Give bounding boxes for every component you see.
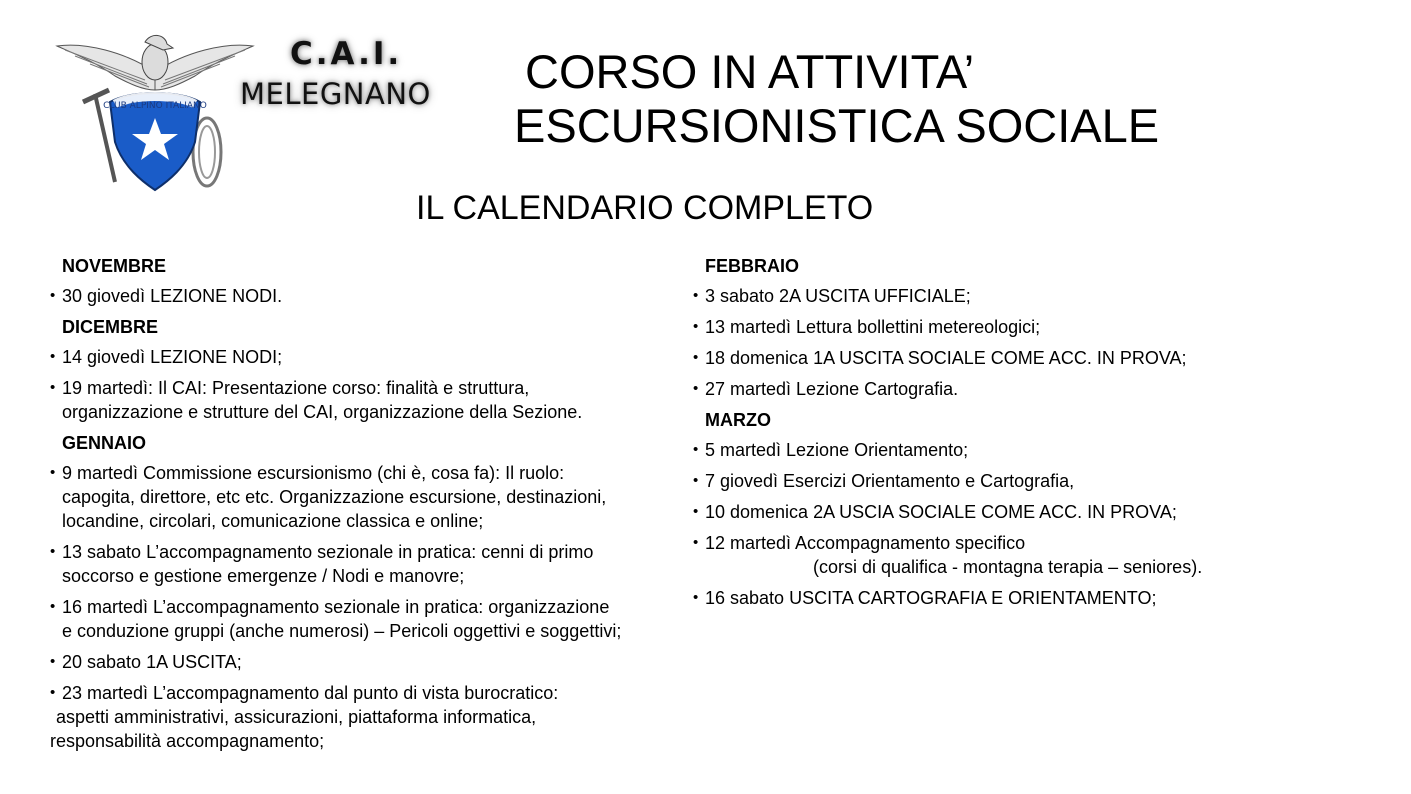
emblem-text: CLUB ALPINO ITALIANO — [103, 101, 207, 111]
list-item-continuation: aspetti amministrativi, assicurazioni, piattaforma informatica, — [56, 707, 537, 727]
bullet-icon: • — [693, 318, 699, 335]
month-heading-gennaio: GENNAIO — [62, 433, 147, 453]
list-item-continuation: responsabilità accompagnamento; — [50, 731, 325, 751]
list-item-text: 13 martedì Lettura bollettini metereologici; — [705, 317, 1041, 337]
cai-name: C.A.I. — [290, 36, 403, 72]
list-item-text: 19 martedì: Il CAI: Presentazione corso: finalità e struttura, organizzazione e strutture del CAI, organizzazione della Sezione. — [62, 378, 583, 422]
list-item — [50, 376, 700, 424]
list-item-text: 18 domenica 1A USCITA SOCIALE COME ACC. IN PROVA; — [705, 348, 1187, 368]
bullet-icon: • — [50, 348, 56, 365]
list-item-text: 27 martedì Lezione Cartografia. — [705, 379, 959, 399]
month-heading-febbraio: FEBBRAIO — [705, 256, 799, 276]
bullet-icon: • — [693, 503, 699, 520]
cai-city: MELEGNANO — [240, 77, 431, 111]
list-item-continuation: (corsi di qualifica - montagna terapia – seniores). — [813, 557, 1203, 577]
bullet-icon: • — [693, 349, 699, 366]
bullet-icon: • — [50, 287, 56, 304]
bullet-icon: • — [693, 534, 699, 551]
list-item — [693, 315, 1393, 339]
list-item — [50, 345, 700, 369]
bullet-icon: • — [50, 653, 56, 670]
bullet-icon: • — [50, 543, 56, 560]
list-item-text: 5 martedì Lezione Orientamento; — [705, 440, 969, 460]
list-item-text: 12 martedì Accompagnamento specifico — [705, 533, 1026, 553]
list-item — [693, 586, 1393, 610]
bullet-icon: • — [693, 380, 699, 397]
list-item — [693, 531, 1393, 555]
list-item — [50, 681, 700, 705]
list-item-text: 16 martedì L’accompagnamento sezionale in pratica: organizzazione e conduzione gruppi (anche numerosi) – Pericoli oggettivi e soggettivi; — [62, 597, 622, 641]
list-item-text: 7 giovedì Esercizi Orientamento e Cartografia, — [705, 471, 1075, 491]
list-item — [693, 500, 1393, 524]
list-item — [693, 284, 1393, 308]
list-item — [693, 438, 1393, 462]
list-item-text: 14 giovedì LEZIONE NODI; — [62, 347, 283, 367]
list-item — [693, 346, 1393, 370]
bullet-icon: • — [50, 684, 56, 701]
list-item — [50, 461, 700, 533]
page-subtitle: IL CALENDARIO COMPLETO — [416, 189, 874, 227]
month-heading-dicembre: DICEMBRE — [62, 317, 159, 337]
calendar-right-column — [693, 254, 1393, 617]
bullet-icon: • — [693, 589, 699, 606]
list-item-text: 9 martedì Commissione escursionismo (chi è, cosa fa): Il ruolo: capogita, direttore, etc etc. Organizzazione escursione, destinazioni, locandine, circolari, comunicazione classica e online; — [62, 463, 607, 531]
list-item — [693, 469, 1393, 493]
month-heading-novembre: NOVEMBRE — [62, 256, 167, 276]
bullet-icon: • — [50, 598, 56, 615]
list-item — [50, 595, 700, 643]
bullet-icon: • — [693, 441, 699, 458]
list-item-text: 10 domenica 2A USCIA SOCIALE COME ACC. IN PROVA; — [705, 502, 1177, 522]
list-item-text: 13 sabato L’accompagnamento sezionale in pratica: cenni di primo soccorso e gestione emergenze / Nodi e manovre; — [62, 542, 594, 586]
list-item — [693, 377, 1393, 401]
list-item-text: 30 giovedì LEZIONE NODI. — [62, 286, 283, 306]
bullet-icon: • — [693, 472, 699, 489]
list-item — [50, 284, 700, 308]
page-title-line1: CORSO IN ATTIVITA’ — [525, 45, 975, 98]
calendar-left-column — [50, 254, 700, 753]
list-item — [50, 650, 700, 674]
bullet-icon: • — [50, 379, 56, 396]
page-title-line2: ESCURSIONISTICA SOCIALE — [514, 99, 1160, 152]
list-item — [50, 540, 700, 588]
list-item-text: 23 martedì L’accompagnamento dal punto di vista burocratico: — [62, 683, 559, 703]
bullet-icon: • — [693, 287, 699, 304]
month-heading-marzo: MARZO — [705, 410, 771, 430]
list-item-text: 16 sabato USCITA CARTOGRAFIA E ORIENTAMENTO; — [705, 588, 1157, 608]
cai-emblem-logo — [55, 32, 255, 197]
bullet-icon: • — [50, 464, 56, 481]
list-item-text: 20 sabato 1A USCITA; — [62, 652, 242, 672]
list-item-text: 3 sabato 2A USCITA UFFICIALE; — [705, 286, 971, 306]
